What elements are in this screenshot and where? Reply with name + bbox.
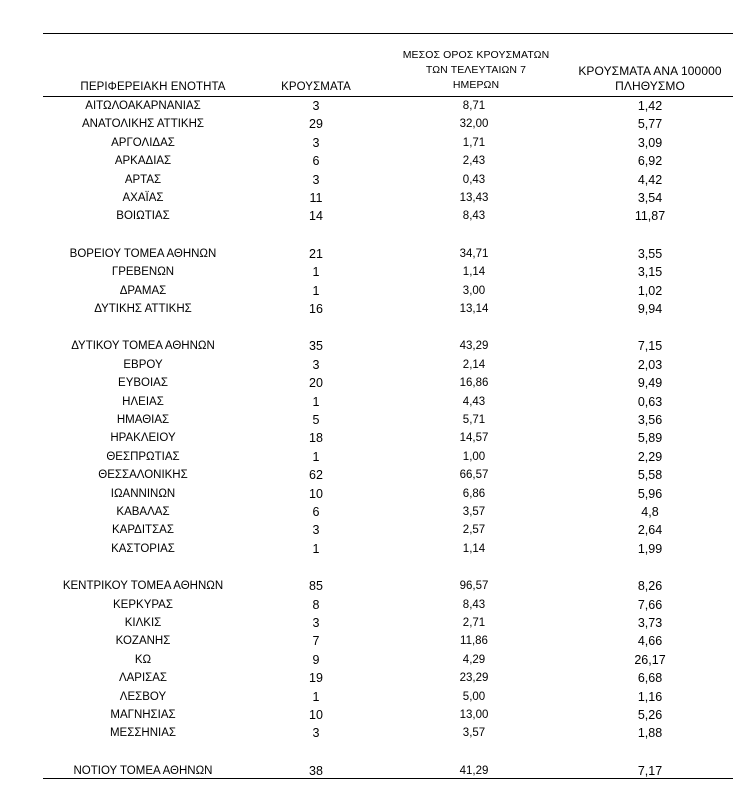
region-cell: ΔΡΑΜΑΣ [119, 285, 167, 297]
per-100k-cell: 2,29 [637, 450, 663, 464]
average-cell: 1,14 [462, 543, 486, 555]
table-row [0, 706, 734, 724]
table-row [0, 632, 734, 650]
average-cell: 8,71 [462, 100, 486, 112]
region-cell: ΜΕΣΣΗΝΙΑΣ [109, 727, 177, 739]
per-100k-cell: 7,66 [637, 598, 663, 612]
table-row [0, 337, 734, 355]
per-100k-cell: 0,63 [637, 395, 663, 409]
cases-cell: 1 [312, 450, 320, 464]
average-cell: 66,57 [459, 469, 489, 481]
average-cell: 6,86 [462, 488, 486, 500]
table-row [0, 724, 734, 742]
table-row [0, 374, 734, 392]
region-cell: ΗΡΑΚΛΕΙΟΥ [110, 432, 176, 444]
average-cell: 3,00 [462, 285, 486, 297]
per-100k-cell: 1,02 [637, 284, 663, 298]
table-row [0, 466, 734, 484]
cases-cell: 38 [309, 764, 323, 778]
table-row [0, 669, 734, 687]
average-cell: 2,57 [462, 524, 486, 536]
cases-cell: 18 [309, 431, 323, 445]
average-cell: 1,00 [462, 451, 486, 463]
per-100k-cell: 3,09 [637, 136, 663, 150]
cases-cell: 10 [309, 487, 323, 501]
cases-cell: 3 [312, 523, 320, 537]
header-cases: ΚΡΟΥΣΜΑΤΑ [281, 81, 351, 93]
per-100k-cell: 5,77 [637, 117, 663, 131]
region-cell: ΑΙΤΩΛΟΑΚΑΡΝΑΝΙΑΣ [85, 100, 201, 112]
region-cell: ΗΜΑΘΙΑΣ [116, 414, 170, 426]
region-cell: ΘΕΣΣΑΛΟΝΙΚΗΣ [98, 469, 188, 481]
region-cell: ΘΕΣΠΡΩΤΙΑΣ [106, 451, 180, 463]
region-cell: ΔΥΤΙΚΗΣ ΑΤΤΙΚΗΣ [94, 303, 192, 315]
cases-cell: 1 [312, 284, 320, 298]
per-100k-cell: 4,42 [637, 173, 663, 187]
table-row [0, 207, 734, 225]
region-cell: ΔΥΤΙΚΟΥ ΤΟΜΕΑ ΑΘΗΝΩΝ [71, 340, 215, 352]
table-row [0, 429, 734, 447]
average-cell: 8,43 [462, 210, 486, 222]
average-cell: 5,00 [462, 691, 486, 703]
per-100k-cell: 5,89 [637, 431, 663, 445]
cases-cell: 1 [312, 690, 320, 704]
region-cell: ΑΝΑΤΟΛΙΚΗΣ ΑΤΤΙΚΗΣ [81, 118, 204, 130]
per-100k-cell: 7,17 [637, 764, 663, 778]
per-100k-cell: 1,16 [637, 690, 663, 704]
header-avg-line-1: ΜΕΣΟΣ ΟΡΟΣ ΚΡΟΥΣΜΑΤΩΝ [402, 49, 550, 61]
table-row [0, 411, 734, 429]
table-row [0, 171, 734, 189]
cases-cell: 3 [312, 616, 320, 630]
region-cell: ΑΡΓΟΛΙΔΑΣ [111, 137, 175, 149]
cases-cell: 19 [309, 671, 323, 685]
per-100k-cell: 2,03 [637, 358, 663, 372]
region-cell: ΚΟΖΑΝΗΣ [115, 635, 171, 647]
per-100k-cell: 5,58 [637, 468, 663, 482]
average-cell: 14,57 [459, 432, 489, 444]
cases-cell: 6 [312, 154, 320, 168]
region-cell: ΝΟΤΙΟΥ ΤΟΜΕΑ ΑΘΗΝΩΝ [73, 765, 213, 777]
average-cell: 11,86 [460, 635, 488, 647]
per-100k-cell: 6,68 [637, 671, 663, 685]
cases-cell: 11 [309, 191, 323, 205]
table-row [0, 503, 734, 521]
average-cell: 4,29 [462, 654, 486, 666]
average-cell: 13,00 [459, 709, 489, 721]
cases-cell: 85 [309, 579, 323, 593]
per-100k-cell: 3,73 [637, 616, 663, 630]
average-cell: 2,14 [462, 359, 486, 371]
region-cell: ΙΩΑΝΝΙΝΩΝ [110, 488, 176, 500]
average-cell: 16,86 [459, 377, 489, 389]
cases-cell: 16 [309, 302, 323, 316]
table-row [0, 300, 734, 318]
table-row [0, 245, 734, 263]
table-row [0, 152, 734, 170]
table-bottom-rule [43, 778, 733, 779]
table-row [0, 540, 734, 558]
per-100k-cell: 11,87 [634, 209, 666, 223]
per-100k-cell: 2,64 [637, 523, 663, 537]
table-row [0, 614, 734, 632]
region-cell: ΕΥΒΟΙΑΣ [118, 377, 168, 389]
average-cell: 34,71 [459, 248, 489, 260]
per-100k-cell: 6,92 [637, 154, 663, 168]
cases-cell: 35 [309, 339, 323, 353]
table-row [0, 448, 734, 466]
region-cell: ΒΟΙΩΤΙΑΣ [116, 210, 170, 222]
region-cell: ΜΑΓΝΗΣΙΑΣ [110, 709, 176, 721]
region-cell: ΗΛΕΙΑΣ [122, 396, 164, 408]
average-cell: 0,43 [462, 174, 486, 186]
average-cell: 13,14 [459, 303, 489, 315]
region-cell: ΚΕΝΤΡΙΚΟΥ ΤΟΜΕΑ ΑΘΗΝΩΝ [62, 580, 224, 592]
table-row [0, 393, 734, 411]
table-row [0, 189, 734, 207]
per-100k-cell: 3,56 [637, 413, 663, 427]
table-row [0, 651, 734, 669]
cases-cell: 3 [312, 173, 320, 187]
cases-cell: 6 [312, 505, 320, 519]
table-row [0, 577, 734, 595]
region-cell: ΑΡΤΑΣ [124, 174, 162, 186]
per-100k-cell: 9,49 [637, 376, 663, 390]
average-cell: 23,29 [459, 672, 489, 684]
average-cell: 13,43 [459, 192, 489, 204]
per-100k-cell: 26,17 [634, 653, 666, 667]
per-100k-cell: 1,42 [637, 99, 663, 113]
region-cell: ΚΑΒΑΛΑΣ [116, 506, 170, 518]
per-100k-cell: 4,66 [637, 634, 663, 648]
average-cell: 1,14 [462, 266, 486, 278]
header-per-line-2: ΠΛΗΘΥΣΜΟ [615, 79, 685, 93]
cases-cell: 1 [312, 265, 320, 279]
cases-cell: 1 [312, 395, 320, 409]
region-cell: ΛΕΣΒΟΥ [119, 691, 167, 703]
per-100k-cell: 3,54 [637, 191, 663, 205]
cases-cell: 9 [312, 653, 320, 667]
average-cell: 4,43 [462, 396, 486, 408]
cases-cell: 1 [312, 542, 320, 556]
table-row [0, 596, 734, 614]
cases-cell: 8 [312, 598, 320, 612]
table-row [0, 282, 734, 300]
cases-cell: 10 [309, 708, 323, 722]
cases-cell: 21 [309, 247, 323, 261]
average-cell: 41,29 [459, 765, 489, 777]
average-cell: 5,71 [462, 414, 486, 426]
cases-cell: 3 [312, 99, 320, 113]
cases-cell: 29 [309, 117, 323, 131]
cases-cell: 7 [312, 634, 320, 648]
average-cell: 96,57 [459, 580, 489, 592]
average-cell: 2,71 [462, 617, 486, 629]
cases-cell: 14 [309, 209, 323, 223]
per-100k-cell: 8,26 [637, 579, 663, 593]
per-100k-cell: 3,15 [637, 265, 663, 279]
table-row [0, 97, 734, 115]
per-100k-cell: 7,15 [637, 339, 663, 353]
header-per-line-1: ΚΡΟΥΣΜΑΤΑ ΑΝΑ 100000 [578, 64, 722, 78]
average-cell: 3,57 [462, 506, 486, 518]
average-cell: 8,43 [462, 599, 486, 611]
average-cell: 3,57 [462, 727, 486, 739]
region-cell: ΚΩ [134, 654, 152, 666]
per-100k-cell: 5,26 [637, 708, 663, 722]
table-row [0, 263, 734, 281]
region-cell: ΚΑΣΤΟΡΙΑΣ [111, 543, 175, 555]
table-row [0, 485, 734, 503]
region-cell: ΚΕΡΚΥΡΑΣ [113, 599, 173, 611]
region-cell: ΑΧΑΪΑΣ [122, 192, 164, 204]
header-avg-line-2: ΤΩΝ ΤΕΛΕΥΤΑΙΩΝ 7 [425, 64, 527, 76]
region-cell: ΚΑΡΔΙΤΣΑΣ [112, 524, 174, 536]
table-row [0, 688, 734, 706]
region-cell: ΒΟΡΕΙΟΥ ΤΟΜΕΑ ΑΘΗΝΩΝ [69, 248, 217, 260]
region-cell: ΛΑΡΙΣΑΣ [118, 672, 168, 684]
per-100k-cell: 1,88 [637, 726, 663, 740]
cases-cell: 3 [312, 726, 320, 740]
region-cell: ΓΡΕΒΕΝΩΝ [111, 266, 175, 278]
cases-cell: 5 [312, 413, 320, 427]
table-row [0, 134, 734, 152]
region-cell: ΚΙΛΚΙΣ [124, 617, 162, 629]
average-cell: 32,00 [459, 118, 489, 130]
cases-cell: 62 [309, 468, 323, 482]
average-cell: 1,71 [462, 137, 486, 149]
region-cell: ΑΡΚΑΔΙΑΣ [114, 155, 172, 167]
per-100k-cell: 4,8 [641, 505, 659, 519]
table-row [0, 115, 734, 133]
per-100k-cell: 1,99 [637, 542, 663, 556]
header-region: ΠΕΡΙΦΕΡΕΙΑΚΗ ΕΝΟΤΗΤΑ [80, 81, 226, 93]
table-row [0, 521, 734, 539]
per-100k-cell: 3,55 [637, 247, 663, 261]
cases-cell: 3 [312, 136, 320, 150]
table-row [0, 356, 734, 374]
header-avg-line-3: ΗΜΕΡΩΝ [452, 79, 500, 91]
cases-cell: 3 [312, 358, 320, 372]
average-cell: 43,29 [459, 340, 489, 352]
region-cell: ΕΒΡΟΥ [123, 359, 163, 371]
cases-cell: 20 [309, 376, 323, 390]
per-100k-cell: 5,96 [637, 487, 663, 501]
average-cell: 2,43 [462, 155, 486, 167]
per-100k-cell: 9,94 [637, 302, 663, 316]
